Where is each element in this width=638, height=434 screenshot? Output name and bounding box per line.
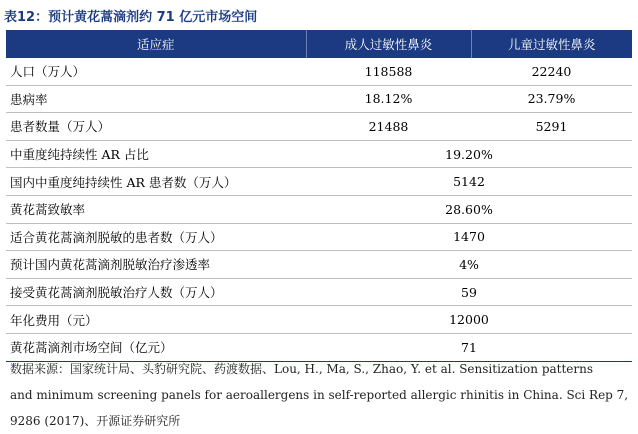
header-indication: 适应症 [6, 30, 306, 58]
table-row [6, 113, 632, 141]
table-row [6, 223, 632, 251]
adult-value: 18.12% [306, 85, 471, 113]
table-row [6, 306, 632, 334]
row-label: 黄花蒿滴剂市场空间（亿元） [6, 333, 306, 361]
row-label: 患病率 [6, 85, 306, 113]
child-value: 5291 [471, 113, 632, 141]
source-line: and minimum screening panels for aeroallergens in self-reported allergic rhinitis in China. Sci Rep 7, [10, 388, 629, 402]
merged-value: 4% [306, 251, 632, 279]
merged-value: 59 [306, 278, 632, 306]
table-row [6, 140, 632, 168]
child-value: 23.79% [471, 85, 632, 113]
table-caption: 表12：预计黄花蒿滴剂约 71 亿元市场空间 [4, 10, 258, 25]
table-row [6, 58, 632, 85]
row-label: 中重度纯持续性 AR 占比 [6, 140, 306, 168]
child-value: 22240 [471, 58, 632, 85]
source-note [10, 356, 630, 434]
adult-value: 21488 [306, 113, 471, 141]
table-row [6, 251, 632, 279]
merged-value: 71 [306, 333, 632, 361]
source-line: 数据来源：国家统计局、头豹研究院、药渡数据、Lou, H., Ma, S., Zhao, Y. et al. Sensitization patterns [10, 362, 594, 376]
merged-value: 28.60% [306, 195, 632, 223]
row-label: 接受黄花蒿滴剂脱敏治疗人数（万人） [6, 278, 306, 306]
merged-value: 1470 [306, 223, 632, 251]
table-row [6, 85, 632, 113]
table-header-row [6, 30, 632, 58]
merged-value: 5142 [306, 168, 632, 196]
table-row [6, 168, 632, 196]
row-label: 国内中重度纯持续性 AR 患者数（万人） [6, 168, 306, 196]
market-size-table [6, 30, 632, 362]
source-line: 9286 (2017)、开源证券研究所 [10, 414, 181, 428]
row-label: 患者数量（万人） [6, 113, 306, 141]
header-adult-ar: 成人过敏性鼻炎 [306, 30, 471, 58]
merged-value: 19.20% [306, 140, 632, 168]
merged-value: 12000 [306, 306, 632, 334]
row-label: 人口（万人） [6, 58, 306, 85]
row-label: 适合黄花蒿滴剂脱敏的患者数（万人） [6, 223, 306, 251]
adult-value: 118588 [306, 58, 471, 85]
header-child-ar: 儿童过敏性鼻炎 [471, 30, 632, 58]
row-label: 黄花蒿致敏率 [6, 195, 306, 223]
table-row [6, 278, 632, 306]
row-label: 年化费用（元） [6, 306, 306, 334]
row-label: 预计国内黄花蒿滴剂脱敏治疗渗透率 [6, 251, 306, 279]
table-row [6, 195, 632, 223]
